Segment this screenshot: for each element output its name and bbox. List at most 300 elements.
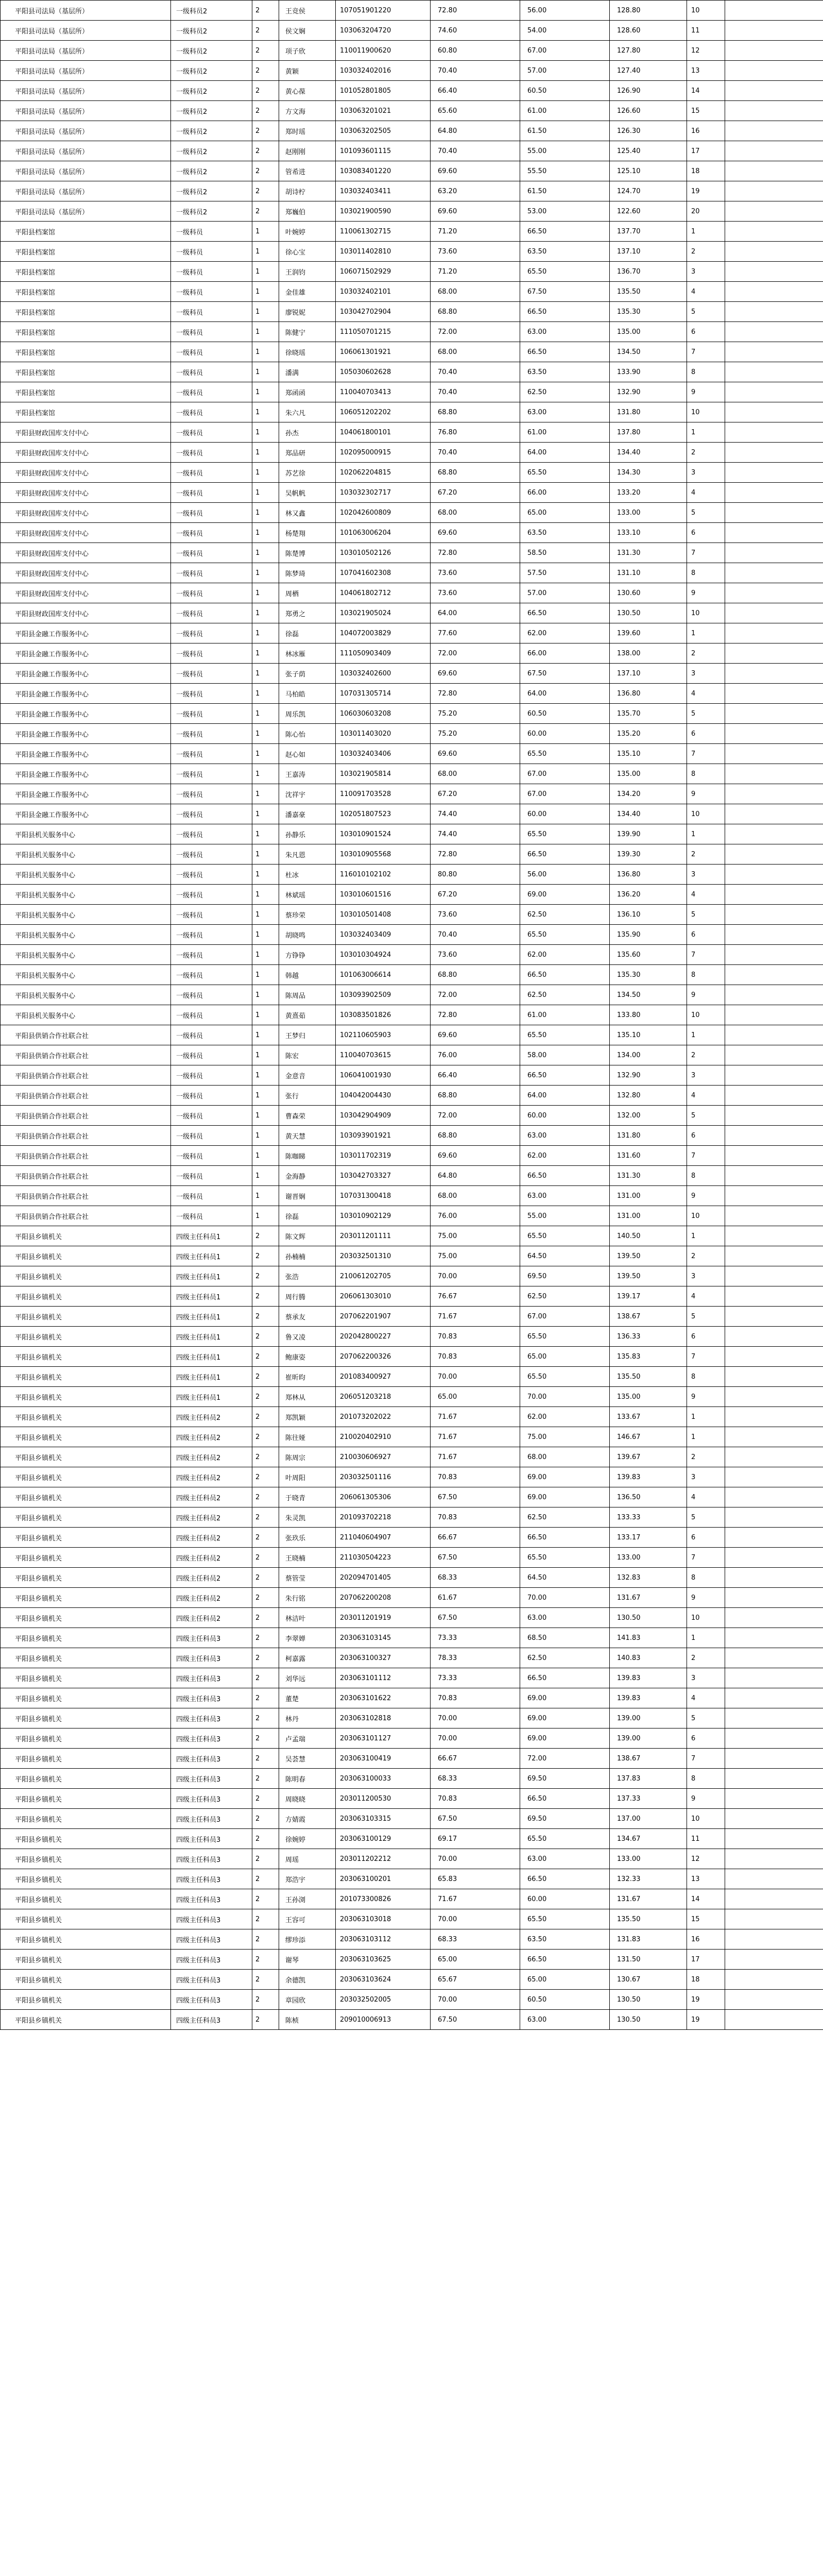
table-row: [1, 302, 823, 322]
count-cell: 1: [252, 563, 279, 583]
total-score-cell: 138.67: [610, 1749, 687, 1769]
position-cell: 四级主任科员1: [171, 1226, 252, 1246]
total-score-cell: 130.50: [610, 603, 687, 623]
rank-cell: 11: [687, 21, 725, 41]
exam-id-cell: 103010601516: [336, 885, 431, 905]
count-cell: 2: [252, 1970, 279, 1990]
position-cell: 一级科员2: [171, 121, 252, 141]
rank-cell: 11: [687, 1829, 725, 1849]
rank-cell: 4: [687, 1086, 725, 1106]
total-score-cell: 130.50: [610, 1990, 687, 2010]
score-2-cell: 69.50: [520, 1266, 610, 1286]
remark-cell: [725, 925, 823, 945]
table-row: [1, 1970, 823, 1990]
exam-id-cell: 111050701215: [336, 322, 431, 342]
table-row: [1, 1487, 823, 1507]
table-row: [1, 603, 823, 623]
table-row: [1, 1447, 823, 1467]
rank-cell: 8: [687, 362, 725, 382]
remark-cell: [725, 1608, 823, 1628]
remark-cell: [725, 1829, 823, 1849]
name-cell: 林冰雁: [279, 643, 336, 664]
unit-cell: 平阳县档案馆: [1, 262, 171, 282]
total-score-cell: 135.20: [610, 724, 687, 744]
remark-cell: [725, 1769, 823, 1789]
count-cell: 1: [252, 523, 279, 543]
name-cell: 郑林从: [279, 1387, 336, 1407]
table-row: [1, 865, 823, 885]
position-cell: 一级科员2: [171, 41, 252, 61]
exam-id-cell: 103021905814: [336, 764, 431, 784]
rank-cell: 18: [687, 161, 725, 181]
exam-id-cell: 103032403409: [336, 925, 431, 945]
total-score-cell: 124.70: [610, 181, 687, 201]
total-score-cell: 141.83: [610, 1628, 687, 1648]
exam-id-cell: 203063103624: [336, 1970, 431, 1990]
rank-cell: 10: [687, 1, 725, 21]
remark-cell: [725, 1307, 823, 1327]
rank-cell: 9: [687, 583, 725, 603]
table-row: [1, 1869, 823, 1889]
position-cell: 一级科员: [171, 643, 252, 664]
score-1-cell: 66.40: [431, 81, 520, 101]
unit-cell: 平阳县金融工作服务中心: [1, 643, 171, 664]
remark-cell: [725, 885, 823, 905]
name-cell: 张浩: [279, 1266, 336, 1286]
position-cell: 一级科员: [171, 965, 252, 985]
score-2-cell: 55.00: [520, 141, 610, 161]
remark-cell: [725, 1487, 823, 1507]
score-2-cell: 63.50: [520, 523, 610, 543]
count-cell: 1: [252, 282, 279, 302]
unit-cell: 平阳县金融工作服务中心: [1, 764, 171, 784]
score-2-cell: 66.50: [520, 1950, 610, 1970]
count-cell: 2: [252, 201, 279, 222]
table-row: [1, 1929, 823, 1950]
count-cell: 1: [252, 664, 279, 684]
unit-cell: 平阳县乡镇机关: [1, 1507, 171, 1528]
count-cell: 1: [252, 503, 279, 523]
score-2-cell: 63.50: [520, 1929, 610, 1950]
exam-id-cell: 103093901921: [336, 1126, 431, 1146]
score-2-cell: 65.50: [520, 1367, 610, 1387]
table-row: [1, 965, 823, 985]
unit-cell: 平阳县乡镇机关: [1, 1467, 171, 1487]
table-row: [1, 1990, 823, 2010]
exam-id-cell: 107031305714: [336, 684, 431, 704]
remark-cell: [725, 181, 823, 201]
total-score-cell: 131.80: [610, 1126, 687, 1146]
remark-cell: [725, 422, 823, 443]
remark-cell: [725, 1347, 823, 1367]
position-cell: 一级科员: [171, 925, 252, 945]
name-cell: 陈往娅: [279, 1427, 336, 1447]
score-1-cell: 67.50: [431, 1548, 520, 1568]
total-score-cell: 135.30: [610, 965, 687, 985]
score-1-cell: 65.00: [431, 1387, 520, 1407]
name-cell: 赵刚刚: [279, 141, 336, 161]
score-2-cell: 62.50: [520, 1507, 610, 1528]
count-cell: 2: [252, 1, 279, 21]
remark-cell: [725, 1025, 823, 1045]
table-row: [1, 643, 823, 664]
total-score-cell: 133.67: [610, 1407, 687, 1427]
position-cell: 一级科员: [171, 704, 252, 724]
score-1-cell: 70.40: [431, 443, 520, 463]
name-cell: 方文海: [279, 101, 336, 121]
score-2-cell: 62.00: [520, 945, 610, 965]
score-2-cell: 65.00: [520, 503, 610, 523]
score-1-cell: 76.00: [431, 1206, 520, 1226]
score-1-cell: 73.60: [431, 242, 520, 262]
total-score-cell: 131.83: [610, 1929, 687, 1950]
rank-cell: 15: [687, 1909, 725, 1929]
count-cell: 1: [252, 242, 279, 262]
count-cell: 2: [252, 1628, 279, 1648]
score-1-cell: 73.60: [431, 583, 520, 603]
position-cell: 四级主任科员3: [171, 1909, 252, 1929]
score-2-cell: 62.50: [520, 382, 610, 402]
rank-cell: 1: [687, 824, 725, 844]
exam-id-cell: 203011201919: [336, 1608, 431, 1628]
exam-id-cell: 203063103112: [336, 1929, 431, 1950]
table-row: [1, 543, 823, 563]
table-row: [1, 101, 823, 121]
position-cell: 四级主任科员1: [171, 1246, 252, 1266]
score-2-cell: 70.00: [520, 1387, 610, 1407]
unit-cell: 平阳县乡镇机关: [1, 1769, 171, 1789]
total-score-cell: 136.70: [610, 262, 687, 282]
exam-id-cell: 103011702319: [336, 1146, 431, 1166]
count-cell: 2: [252, 141, 279, 161]
score-1-cell: 72.80: [431, 1005, 520, 1025]
score-2-cell: 56.00: [520, 865, 610, 885]
count-cell: 1: [252, 362, 279, 382]
position-cell: 一级科员: [171, 342, 252, 362]
remark-cell: [725, 242, 823, 262]
unit-cell: 平阳县供销合作社联合社: [1, 1106, 171, 1126]
name-cell: 李翠婵: [279, 1628, 336, 1648]
score-1-cell: 73.33: [431, 1628, 520, 1648]
unit-cell: 平阳县乡镇机关: [1, 1849, 171, 1869]
name-cell: 林斌瑶: [279, 885, 336, 905]
total-score-cell: 133.00: [610, 1548, 687, 1568]
count-cell: 1: [252, 1206, 279, 1226]
exam-id-cell: 103083501826: [336, 1005, 431, 1025]
rank-cell: 10: [687, 603, 725, 623]
position-cell: 四级主任科员3: [171, 1628, 252, 1648]
score-2-cell: 63.50: [520, 362, 610, 382]
table-row: [1, 81, 823, 101]
exam-id-cell: 207062201907: [336, 1307, 431, 1327]
table-row: [1, 422, 823, 443]
name-cell: 朱六凡: [279, 402, 336, 422]
score-2-cell: 64.00: [520, 1086, 610, 1106]
rank-cell: 5: [687, 1307, 725, 1327]
position-cell: 一级科员: [171, 422, 252, 443]
rank-cell: 3: [687, 1668, 725, 1688]
remark-cell: [725, 965, 823, 985]
score-2-cell: 56.00: [520, 1, 610, 21]
rank-cell: 7: [687, 1548, 725, 1568]
total-score-cell: 137.10: [610, 664, 687, 684]
table-row: [1, 1668, 823, 1688]
position-cell: 一级科员: [171, 362, 252, 382]
unit-cell: 平阳县档案馆: [1, 382, 171, 402]
remark-cell: [725, 1, 823, 21]
table-row: [1, 1648, 823, 1668]
count-cell: 1: [252, 1166, 279, 1186]
exam-id-cell: 103042904909: [336, 1106, 431, 1126]
exam-id-cell: 211030504223: [336, 1548, 431, 1568]
score-2-cell: 63.00: [520, 2010, 610, 2030]
score-2-cell: 55.00: [520, 1206, 610, 1226]
position-cell: 四级主任科员1: [171, 1347, 252, 1367]
score-1-cell: 71.67: [431, 1447, 520, 1467]
count-cell: 2: [252, 1608, 279, 1628]
exam-id-cell: 206051203218: [336, 1387, 431, 1407]
table-row: [1, 483, 823, 503]
remark-cell: [725, 543, 823, 563]
name-cell: 谢晋娴: [279, 1186, 336, 1206]
remark-cell: [725, 1086, 823, 1106]
unit-cell: 平阳县乡镇机关: [1, 1528, 171, 1548]
table-row: [1, 1628, 823, 1648]
position-cell: 一级科员: [171, 1045, 252, 1065]
position-cell: 一级科员: [171, 222, 252, 242]
unit-cell: 平阳县金融工作服务中心: [1, 684, 171, 704]
name-cell: 陈桢: [279, 2010, 336, 2030]
exam-id-cell: 110011900620: [336, 41, 431, 61]
table-row: [1, 1528, 823, 1548]
table-row: [1, 503, 823, 523]
rank-cell: 7: [687, 1749, 725, 1769]
score-1-cell: 63.20: [431, 181, 520, 201]
count-cell: 1: [252, 382, 279, 402]
score-1-cell: 66.67: [431, 1749, 520, 1769]
name-cell: 郑凯颖: [279, 1407, 336, 1427]
position-cell: 一级科员: [171, 945, 252, 965]
total-score-cell: 131.00: [610, 1186, 687, 1206]
total-score-cell: 131.80: [610, 402, 687, 422]
table-row: [1, 181, 823, 201]
unit-cell: 平阳县档案馆: [1, 322, 171, 342]
rank-cell: 9: [687, 784, 725, 804]
exam-id-cell: 103093902509: [336, 985, 431, 1005]
unit-cell: 平阳县供销合作社联合社: [1, 1065, 171, 1086]
unit-cell: 平阳县司法局（基层所）: [1, 21, 171, 41]
remark-cell: [725, 1990, 823, 2010]
remark-cell: [725, 1728, 823, 1749]
table-row: [1, 1146, 823, 1166]
score-1-cell: 68.00: [431, 282, 520, 302]
total-score-cell: 135.50: [610, 1909, 687, 1929]
rank-cell: 8: [687, 563, 725, 583]
score-1-cell: 69.60: [431, 1146, 520, 1166]
score-1-cell: 67.50: [431, 1487, 520, 1507]
unit-cell: 平阳县乡镇机关: [1, 1548, 171, 1568]
unit-cell: 平阳县金融工作服务中心: [1, 664, 171, 684]
score-1-cell: 65.83: [431, 1869, 520, 1889]
count-cell: 1: [252, 623, 279, 643]
total-score-cell: 133.00: [610, 503, 687, 523]
count-cell: 2: [252, 1528, 279, 1548]
remark-cell: [725, 764, 823, 784]
exam-id-cell: 203063100033: [336, 1769, 431, 1789]
total-score-cell: 135.10: [610, 744, 687, 764]
score-1-cell: 73.60: [431, 945, 520, 965]
position-cell: 一级科员: [171, 603, 252, 623]
position-cell: 一级科员: [171, 744, 252, 764]
exam-id-cell: 206061305306: [336, 1487, 431, 1507]
name-cell: 郑勇之: [279, 603, 336, 623]
name-cell: 郑浩宇: [279, 1869, 336, 1889]
name-cell: 林洁叶: [279, 1608, 336, 1628]
score-2-cell: 62.00: [520, 1146, 610, 1166]
position-cell: 一级科员: [171, 1126, 252, 1146]
rank-cell: 7: [687, 945, 725, 965]
unit-cell: 平阳县乡镇机关: [1, 1407, 171, 1427]
total-score-cell: 138.67: [610, 1307, 687, 1327]
unit-cell: 平阳县乡镇机关: [1, 1889, 171, 1909]
rank-cell: 2: [687, 242, 725, 262]
score-1-cell: 70.40: [431, 141, 520, 161]
name-cell: 项子欣: [279, 41, 336, 61]
unit-cell: 平阳县财政国库支付中心: [1, 443, 171, 463]
rank-cell: 5: [687, 905, 725, 925]
exam-id-cell: 104042004430: [336, 1086, 431, 1106]
rank-cell: 6: [687, 1528, 725, 1548]
unit-cell: 平阳县司法局（基层所）: [1, 101, 171, 121]
remark-cell: [725, 282, 823, 302]
total-score-cell: 139.60: [610, 623, 687, 643]
score-2-cell: 62.00: [520, 1407, 610, 1427]
name-cell: 徐磊: [279, 623, 336, 643]
exam-id-cell: 210030606927: [336, 1447, 431, 1467]
table-row: [1, 141, 823, 161]
score-1-cell: 69.60: [431, 161, 520, 181]
exam-id-cell: 203063101112: [336, 1668, 431, 1688]
table-row: [1, 764, 823, 784]
total-score-cell: 140.50: [610, 1226, 687, 1246]
remark-cell: [725, 523, 823, 543]
position-cell: 四级主任科员3: [171, 1708, 252, 1728]
name-cell: 王梦归: [279, 1025, 336, 1045]
total-score-cell: 130.60: [610, 583, 687, 603]
table-row: [1, 1749, 823, 1769]
name-cell: 王容可: [279, 1909, 336, 1929]
total-score-cell: 133.17: [610, 1528, 687, 1548]
rank-cell: 13: [687, 61, 725, 81]
remark-cell: [725, 1407, 823, 1427]
unit-cell: 平阳县司法局（基层所）: [1, 161, 171, 181]
table-row: [1, 1608, 823, 1628]
total-score-cell: 134.50: [610, 985, 687, 1005]
rank-cell: 8: [687, 1166, 725, 1186]
position-cell: 一级科员2: [171, 201, 252, 222]
unit-cell: 平阳县司法局（基层所）: [1, 41, 171, 61]
score-1-cell: 72.00: [431, 1106, 520, 1126]
table-row: [1, 1086, 823, 1106]
count-cell: 2: [252, 1789, 279, 1809]
total-score-cell: 136.33: [610, 1327, 687, 1347]
score-2-cell: 66.50: [520, 1528, 610, 1548]
name-cell: 鲁又凌: [279, 1327, 336, 1347]
position-cell: 四级主任科员2: [171, 1608, 252, 1628]
score-2-cell: 63.00: [520, 1186, 610, 1206]
total-score-cell: 131.60: [610, 1146, 687, 1166]
rank-cell: 7: [687, 342, 725, 362]
rank-cell: 6: [687, 1728, 725, 1749]
table-row: [1, 1065, 823, 1086]
exam-id-cell: 103032403406: [336, 744, 431, 764]
unit-cell: 平阳县机关服务中心: [1, 905, 171, 925]
score-2-cell: 67.50: [520, 282, 610, 302]
position-cell: 四级主任科员3: [171, 1869, 252, 1889]
score-2-cell: 66.50: [520, 1789, 610, 1809]
name-cell: 林又鑫: [279, 503, 336, 523]
table-row: [1, 1467, 823, 1487]
score-1-cell: 72.00: [431, 643, 520, 664]
name-cell: 陈文辉: [279, 1226, 336, 1246]
score-2-cell: 67.50: [520, 664, 610, 684]
remark-cell: [725, 744, 823, 764]
count-cell: 2: [252, 1708, 279, 1728]
count-cell: 2: [252, 1809, 279, 1829]
score-2-cell: 66.00: [520, 643, 610, 664]
score-2-cell: 65.50: [520, 463, 610, 483]
rank-cell: 18: [687, 1970, 725, 1990]
name-cell: 管希进: [279, 161, 336, 181]
name-cell: 方铮铮: [279, 945, 336, 965]
rank-cell: 4: [687, 1286, 725, 1307]
total-score-cell: 135.90: [610, 925, 687, 945]
exam-id-cell: 103063202505: [336, 121, 431, 141]
rank-cell: 12: [687, 1849, 725, 1869]
position-cell: 四级主任科员2: [171, 1588, 252, 1608]
exam-id-cell: 101063006614: [336, 965, 431, 985]
unit-cell: 平阳县供销合作社联合社: [1, 1086, 171, 1106]
remark-cell: [725, 1970, 823, 1990]
unit-cell: 平阳县金融工作服务中心: [1, 704, 171, 724]
remark-cell: [725, 1568, 823, 1588]
score-2-cell: 63.00: [520, 1849, 610, 1869]
count-cell: 1: [252, 965, 279, 985]
remark-cell: [725, 81, 823, 101]
count-cell: 1: [252, 1045, 279, 1065]
score-2-cell: 72.00: [520, 1749, 610, 1769]
score-2-cell: 61.00: [520, 422, 610, 443]
remark-cell: [725, 322, 823, 342]
count-cell: 1: [252, 1186, 279, 1206]
score-2-cell: 62.50: [520, 905, 610, 925]
exam-id-cell: 203011200530: [336, 1789, 431, 1809]
name-cell: 胡晓鸣: [279, 925, 336, 945]
unit-cell: 平阳县乡镇机关: [1, 1789, 171, 1809]
rank-cell: 1: [687, 222, 725, 242]
exam-id-cell: 103042703327: [336, 1166, 431, 1186]
unit-cell: 平阳县金融工作服务中心: [1, 784, 171, 804]
name-cell: 陈梦琦: [279, 563, 336, 583]
table-row: [1, 1005, 823, 1025]
score-1-cell: 65.00: [431, 1950, 520, 1970]
total-score-cell: 139.83: [610, 1467, 687, 1487]
name-cell: 孙楠楠: [279, 1246, 336, 1266]
position-cell: 四级主任科员1: [171, 1327, 252, 1347]
name-cell: 潘嘉豪: [279, 804, 336, 824]
unit-cell: 平阳县司法局（基层所）: [1, 121, 171, 141]
total-score-cell: 134.00: [610, 1045, 687, 1065]
